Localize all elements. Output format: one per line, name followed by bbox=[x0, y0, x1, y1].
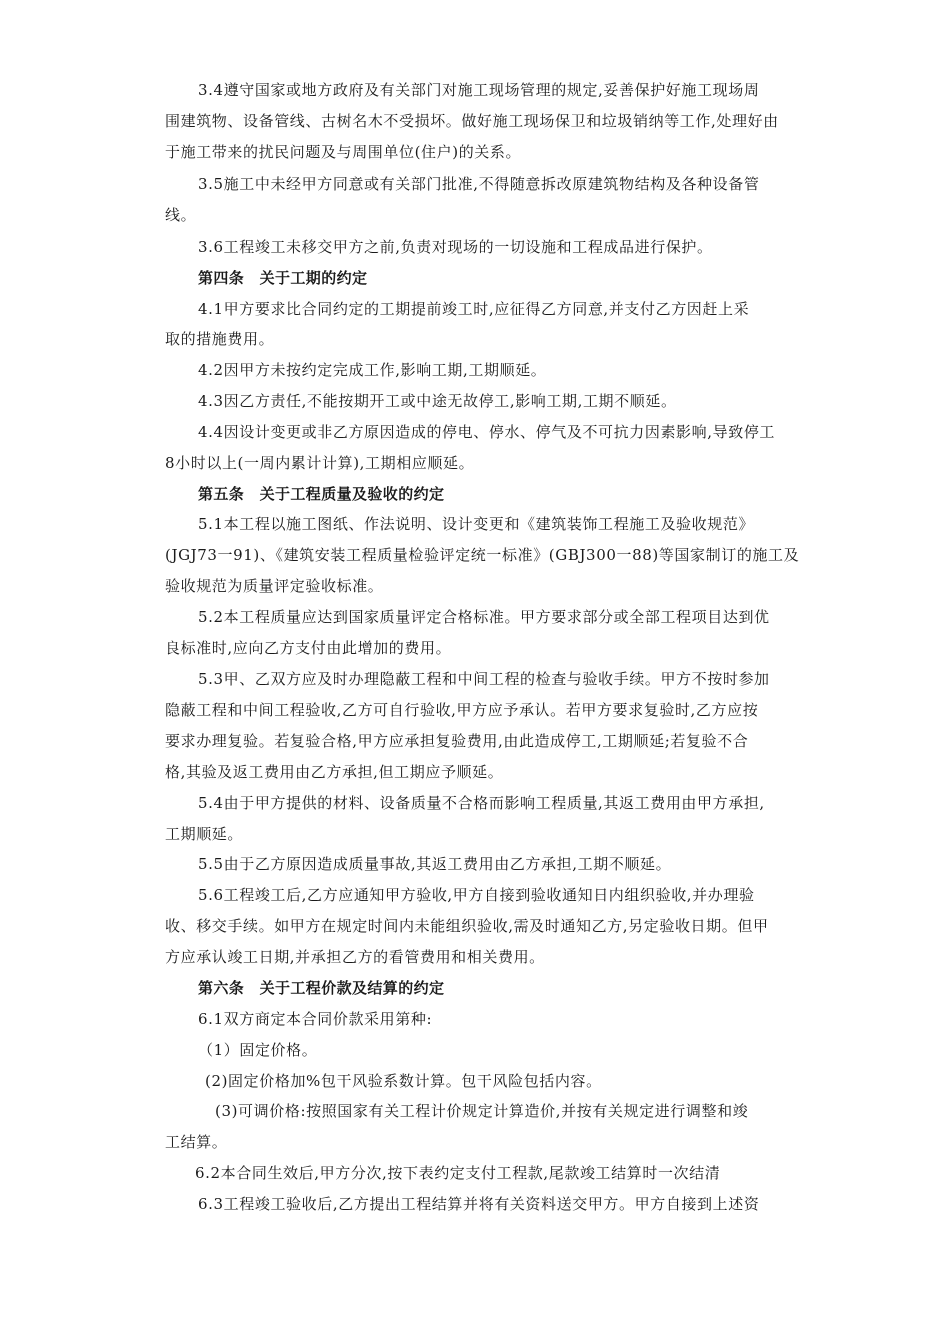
paragraph-line: 围建筑物、设备管线、古树名木不受损坏。做好施工现场保卫和垃圾销纳等工作,处理好由 bbox=[165, 112, 779, 130]
paragraph-line: 8小时以上(一周内累计计算),工期相应顺延。 bbox=[165, 454, 475, 472]
section-heading: 第六条 关于工程价款及结算的约定 bbox=[198, 979, 445, 997]
paragraph-line: 格,其验及返工费用由乙方承担,但工期应予顺延。 bbox=[165, 763, 504, 781]
paragraph-line: 收、移交手续。如甲方在规定时间内未能组织验收,需及时通知乙方,另定验收日期。但甲 bbox=[165, 917, 769, 935]
section-heading: 第四条 关于工期的约定 bbox=[198, 269, 368, 287]
paragraph-line: 6.2本合同生效后,甲方分次,按下表约定支付工程款,尾款竣工结算时一次结清 bbox=[195, 1164, 721, 1182]
paragraph-line: (JGJ73一91)、《建筑安装工程质量检验评定统一标准》(GBJ300一88)等国家制订的施工及 bbox=[165, 546, 800, 564]
paragraph-line: 隐蔽工程和中间工程验收,乙方可自行验收,甲方应予承认。若甲方要求复验时,乙方应按 bbox=[165, 701, 759, 719]
paragraph-line: 线。 bbox=[165, 206, 197, 224]
paragraph-line: 工结算。 bbox=[165, 1133, 228, 1151]
paragraph-line: 5.2本工程质量应达到国家质量评定合格标准。甲方要求部分或全部工程项目达到优 bbox=[198, 608, 770, 626]
paragraph-line: 6.1双方商定本合同价款采用第种: bbox=[198, 1010, 433, 1028]
paragraph-line: 要求办理复验。若复验合格,甲方应承担复验费用,由此造成停工,工期顺延;若复验不合 bbox=[165, 732, 749, 750]
paragraph-line: 于施工带来的扰民问题及与周围单位(住户)的关系。 bbox=[165, 143, 522, 161]
section-heading: 第五条 关于工程质量及验收的约定 bbox=[198, 485, 445, 503]
paragraph-line: 工期顺延。 bbox=[165, 825, 244, 843]
paragraph-line: 4.4因设计变更或非乙方原因造成的停电、停水、停气及不可抗力因素影响,导致停工 bbox=[198, 423, 776, 441]
paragraph-line: 5.5由于乙方原因造成质量事故,其返工费用由乙方承担,工期不顺延。 bbox=[198, 855, 672, 873]
paragraph-line: 5.3甲、乙双方应及时办理隐蔽工程和中间工程的检查与验收手续。甲方不按时参加 bbox=[198, 670, 770, 688]
paragraph-line: （1）固定价格。 bbox=[198, 1041, 318, 1059]
paragraph-line: (3)可调价格:按照国家有关工程计价规定计算造价,并按有关规定进行调整和竣 bbox=[215, 1102, 749, 1120]
paragraph-line: 3.5施工中未经甲方同意或有关部门批准,不得随意拆改原建筑物结构及各种设备管 bbox=[198, 175, 760, 193]
paragraph-line: 4.1甲方要求比合同约定的工期提前竣工时,应征得乙方同意,并支付乙方因赶上采 bbox=[198, 300, 750, 318]
paragraph-line: 3.4遵守国家或地方政府及有关部门对施工现场管理的规定,妥善保护好施工现场周 bbox=[198, 81, 760, 99]
paragraph-line: (2)固定价格加%包干风验系数计算。包干风险包括内容。 bbox=[205, 1072, 602, 1090]
paragraph-line: 验收规范为质量评定验收标准。 bbox=[165, 577, 384, 595]
paragraph-line: 取的措施费用。 bbox=[165, 330, 275, 348]
paragraph-line: 4.2因甲方未按约定完成工作,影响工期,工期顺延。 bbox=[198, 361, 547, 379]
paragraph-line: 5.6工程竣工后,乙方应通知甲方验收,甲方自接到验收通知日内组织验收,并办理验 bbox=[198, 886, 755, 904]
paragraph-line: 方应承认竣工日期,并承担乙方的看管费用和相关费用。 bbox=[165, 948, 545, 966]
paragraph-line: 5.4由于甲方提供的材料、设备质量不合格而影响工程质量,其返工费用由甲方承担, bbox=[198, 794, 765, 812]
paragraph-line: 5.1本工程以施工图纸、作法说明、设计变更和《建筑装饰工程施工及验收规范》 bbox=[198, 515, 755, 533]
paragraph-line: 3.6工程竣工未移交甲方之前,负责对现场的一切设施和工程成品进行保护。 bbox=[198, 238, 713, 256]
paragraph-line: 良标准时,应向乙方支付由此增加的费用。 bbox=[165, 639, 452, 657]
paragraph-line: 6.3工程竣工验收后,乙方提出工程结算并将有关资料送交甲方。甲方自接到上述资 bbox=[198, 1195, 760, 1213]
paragraph-line: 4.3因乙方责任,不能按期开工或中途无故停工,影响工期,工期不顺延。 bbox=[198, 392, 677, 410]
